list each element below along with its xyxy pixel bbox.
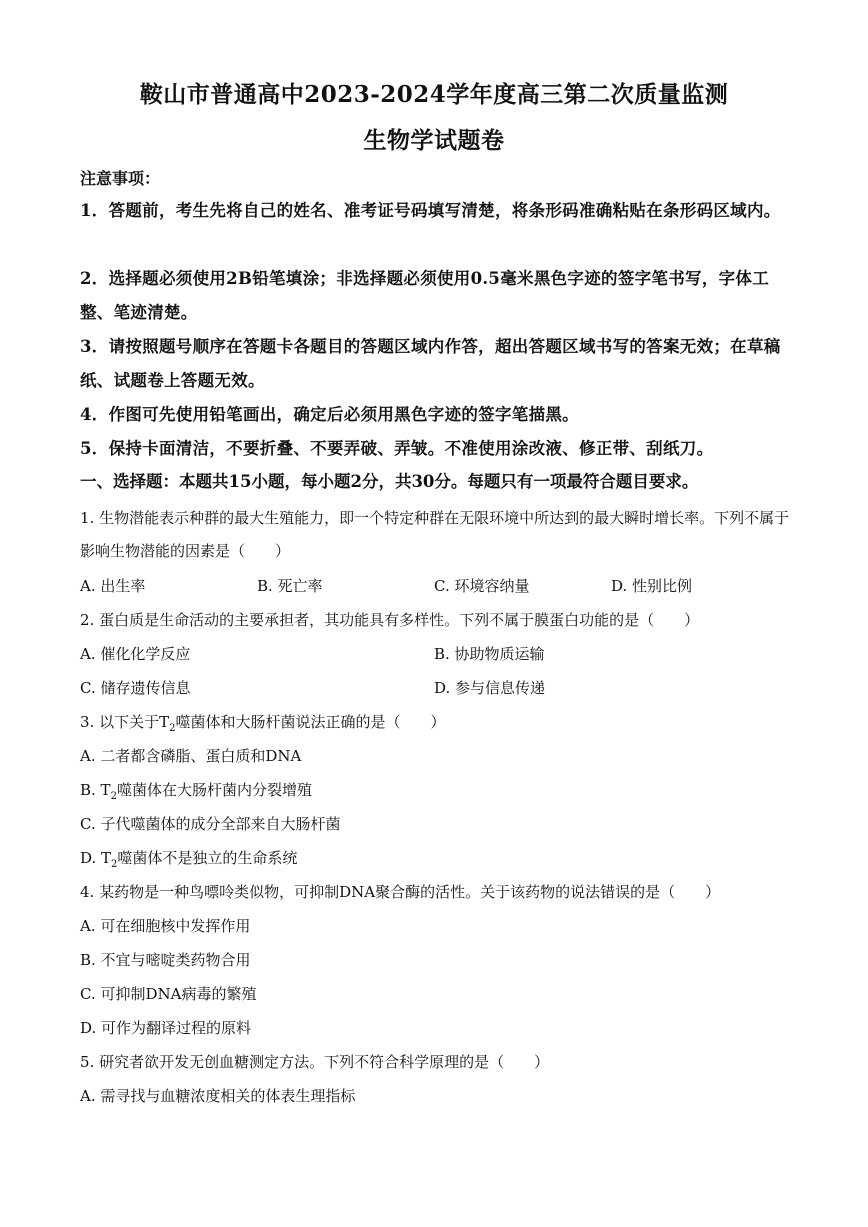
q4-option-d: D. 可作为翻译过程的原料: [80, 1019, 252, 1037]
section-heading: 一、选择题：本题共15小题，每小题2分，共30分。每题只有一项最符合题目要求。: [80, 472, 699, 491]
q3-option-b-subscript: 2: [110, 791, 117, 802]
q3-option-a: A. 二者都含磷脂、蛋白质和DNA: [80, 747, 302, 765]
q3-option-d: [80, 847, 297, 870]
exam-subtitle: 生物学试题卷: [363, 127, 505, 154]
q1-option-d: D. 性别比例: [611, 577, 693, 595]
q4-option-c: C. 可抑制DNA病毒的繁殖: [80, 985, 257, 1003]
q3-option-b: [80, 779, 312, 802]
q2-option-b: B. 协助物质运输: [434, 645, 545, 663]
q3-stem-pre: 3. 以下关于T: [80, 713, 170, 731]
notice-item-5: 5．保持卡面清洁，不要折叠、不要弄破、弄皱。不准使用涂改液、修正带、刮纸刀。: [80, 439, 714, 458]
q3-stem-subscript: 2: [169, 723, 176, 734]
question-4-stem: 4. 某药物是一种鸟嘌呤类似物，可抑制DNA聚合酶的活性。关于该药物的说法错误的是（ ）: [80, 883, 721, 901]
q2-option-c: C. 储存遗传信息: [80, 679, 191, 697]
question-5-stem: 5. 研究者欲开发无创血糖测定方法。下列不符合科学原理的是（ ）: [80, 1053, 550, 1071]
question-3-stem: [80, 711, 445, 734]
q3-option-d-pre: D. T: [80, 849, 112, 867]
q1-option-a: A. 出生率: [80, 577, 146, 595]
notice-item-2: 2．选择题必须使用2B铅笔填涂；非选择题必须使用0.5毫米黑色字迹的签字笔书写，字体工整、笔迹清楚。: [80, 269, 770, 322]
question-2-stem: 2. 蛋白质是生命活动的主要承担者，其功能具有多样性。下列不属于膜蛋白功能的是（ ）: [80, 611, 700, 629]
q3-option-d-subscript: 2: [111, 859, 118, 870]
notice-item-1: 1．答题前，考生先将自己的姓名、准考证号码填写清楚，将条形码准确粘贴在条形码区域内。: [80, 201, 781, 220]
q1-option-b: B. 死亡率: [257, 577, 323, 595]
notice-item-3: 3．请按照题号顺序在答题卡各题目的答题区域内作答，超出答题区域书写的答案无效；在草稿纸、试题卷上答题无效。: [80, 337, 781, 390]
exam-title: 鞍山市普通高中2023-2024学年度高三第二次质量监测: [139, 81, 729, 108]
q3-option-c: C. 子代噬菌体的成分全部来自大肠杆菌: [80, 815, 341, 833]
q2-option-a: A. 催化化学反应: [80, 645, 191, 663]
q2-option-d: D. 参与信息传递: [434, 679, 546, 697]
q4-option-a: A. 可在细胞核中发挥作用: [80, 917, 251, 935]
q5-option-a: A. 需寻找与血糖浓度相关的体表生理指标: [80, 1087, 356, 1105]
q3-option-d-post: 噬菌体不是独立的生命系统: [117, 849, 298, 867]
q3-option-b-post: 噬菌体在大肠杆菌内分裂增殖: [116, 781, 312, 799]
q3-stem-post: 噬菌体和大肠杆菌说法正确的是（ ）: [175, 713, 446, 731]
q3-option-b-pre: B. T: [80, 781, 111, 799]
notice-item-4: 4．作图可先使用铅笔画出，确定后必须用黑色字迹的签字笔描黑。: [80, 405, 579, 424]
q1-option-c: C. 环境容纳量: [434, 577, 530, 595]
notice-heading: 注意事项：: [80, 169, 161, 188]
q4-option-b: B. 不宜与嘧啶类药物合用: [80, 951, 251, 969]
question-1-stem: 1. 生物潜能表示种群的最大生殖能力，即一个特定种群在无限环境中所达到的最大瞬时增长率。下列不属于影响生物潜能的因素是（ ）: [80, 509, 790, 560]
